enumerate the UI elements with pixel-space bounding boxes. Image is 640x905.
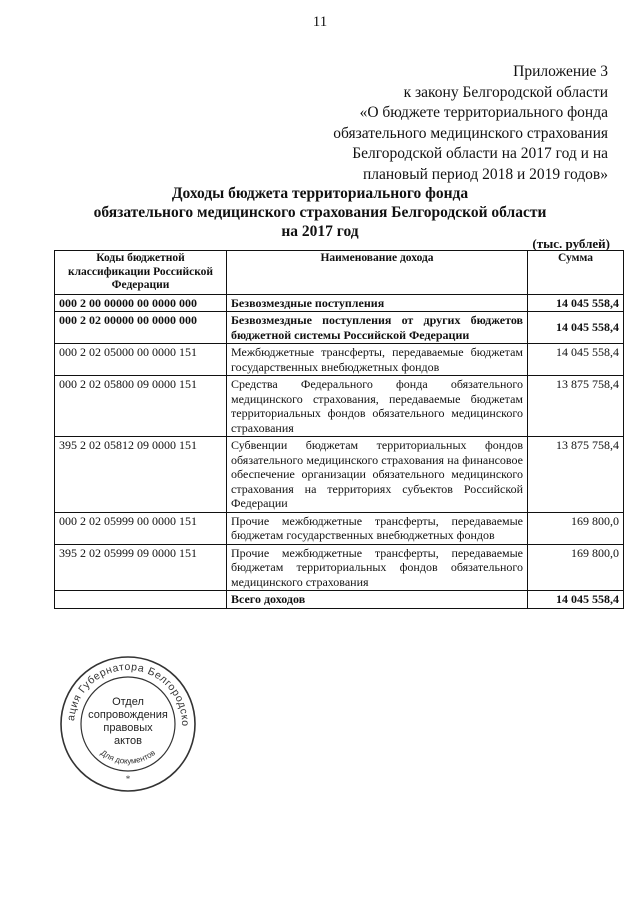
total-row: [55, 591, 624, 609]
row-sum: 14 045 558,4: [528, 344, 624, 376]
row-sum: 14 045 558,4: [528, 294, 624, 312]
title-line: на 2017 год: [281, 223, 359, 240]
stamp-ring-text: ация Губернатора Белгородско: [65, 660, 192, 727]
star-icon: *: [125, 774, 131, 784]
row-name: Прочие межбюджетные трансферты, передаваемые бюджетам территориальных фондов обязательного медицинского страхования: [227, 544, 528, 591]
row-sum: 13 875 758,4: [528, 437, 624, 513]
appendix-line: обязательного медицинского страхования: [333, 124, 608, 142]
header-name: Наименование дохода: [227, 251, 528, 295]
row-code: 395 2 02 05812 09 0000 151: [55, 437, 227, 513]
row-code: 000 2 02 05800 09 0000 151: [55, 376, 227, 437]
stamp-center: [58, 696, 198, 748]
row-name: Средства Федерального фонда обязательного медицинского страхования, передаваемые бюджетам территориальных фондов обязательного медицинского страхования: [227, 376, 528, 437]
appendix-line: «О бюджете территориального фонда: [359, 104, 608, 121]
units-label: (тыс. рублей): [532, 236, 610, 251]
header-sum: Сумма: [528, 251, 624, 295]
row-name: Безвозмездные поступления от других бюджетов бюджетной системы Российской Федерации: [227, 312, 528, 344]
svg-text:Для документов: [99, 748, 157, 766]
title-line: Доходы бюджета территориального фонда: [171, 185, 469, 202]
income-table: [54, 250, 624, 609]
row-code: 000 2 02 00000 00 0000 000: [55, 312, 227, 344]
table-row: [55, 437, 624, 513]
table-row: [55, 376, 624, 437]
row-sum: 169 800,0: [528, 512, 624, 544]
official-stamp: [58, 654, 198, 794]
row-name: Межбюджетные трансферты, передаваемые бюджетам государственных внебюджетных фондов: [227, 344, 528, 376]
title-line: обязательного медицинского страхования Белгородской области: [93, 204, 547, 221]
row-code: 000 2 02 05000 00 0000 151: [55, 344, 227, 376]
appendix-reference: [333, 62, 608, 185]
table-row: [55, 294, 624, 312]
row-sum: 13 875 758,4: [528, 376, 624, 437]
table-row: [55, 544, 624, 591]
appendix-line: Приложение 3: [513, 63, 608, 80]
table-row: [55, 512, 624, 544]
stamp-line: сопровождения: [88, 709, 168, 721]
stamp-bottom-text: Для документов: [98, 748, 158, 766]
row-name: Прочие межбюджетные трансферты, передаваемые бюджетам государственных внебюджетных фондов: [227, 512, 528, 544]
row-code: 000 2 00 00000 00 0000 000: [55, 294, 227, 312]
row-code: 395 2 02 05999 09 0000 151: [55, 544, 227, 591]
table-header-row: [55, 251, 624, 295]
row-code: 000 2 02 05999 00 0000 151: [55, 512, 227, 544]
row-sum: 169 800,0: [528, 544, 624, 591]
appendix-line: к закону Белгородской области: [403, 83, 608, 101]
total-label: Всего доходов: [227, 591, 528, 609]
page-number: 11: [312, 14, 328, 30]
total-sum: 14 045 558,4: [528, 591, 624, 609]
document-title: [0, 184, 640, 241]
appendix-line: Белгородской области на 2017 год и на: [352, 145, 608, 162]
row-name: Субвенции бюджетам территориальных фондов обязательного медицинского страхования на финансовое обеспечение организации обязательного медицинского страхования на территориях субъектов Российской Федерации: [227, 437, 528, 513]
table-row: [55, 344, 624, 376]
total-code-cell: [55, 591, 227, 609]
appendix-line: плановый период 2018 и 2019 годов»: [362, 165, 608, 183]
table-row: [55, 312, 624, 344]
stamp-line: правовых: [103, 722, 153, 734]
stamp-line: актов: [114, 735, 142, 747]
stamp-line: Отдел: [112, 696, 144, 708]
row-name: Безвозмездные поступления: [227, 294, 528, 312]
row-sum: 14 045 558,4: [528, 312, 624, 344]
header-code: Коды бюджетной классификации Российской Федерации: [55, 251, 227, 295]
